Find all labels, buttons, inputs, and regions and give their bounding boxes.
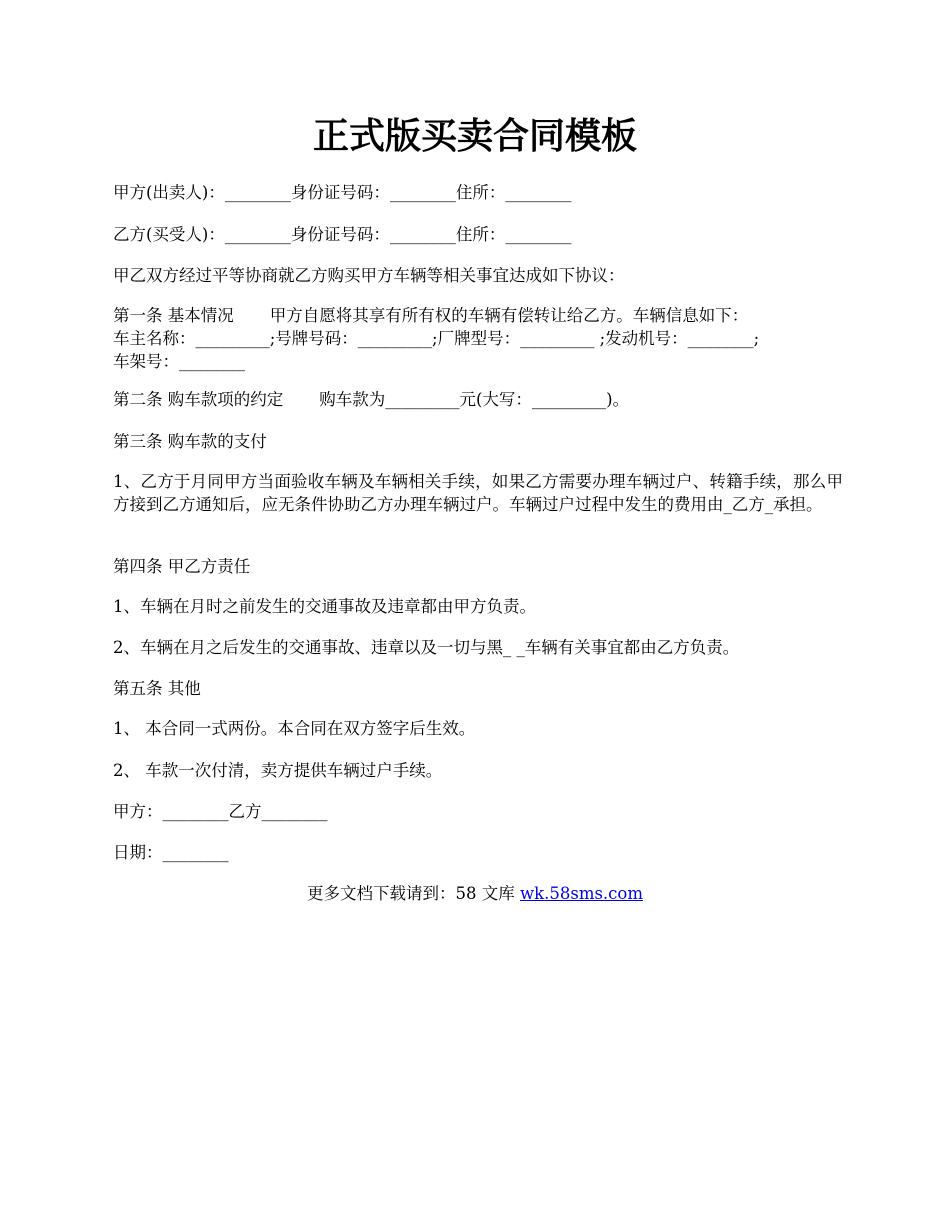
article-4-clause-2: 2、车辆在月之后发生的交通事故、违章以及一切与黑_ _车辆有关事宜都由乙方负责。 [113, 638, 740, 657]
article-5-heading: 第五条 其他 [113, 679, 201, 698]
article-2-text: 购车款为_________元(大写：_________)。 [319, 390, 630, 409]
article-2 [113, 388, 843, 411]
article-4-heading: 第四条 甲乙方责任 [113, 557, 251, 576]
party-b-line: 乙方(买受人)：________身份证号码：________住所：________ [113, 225, 572, 244]
article-3-clause-1: 1、乙方于月同甲方当面验收车辆及车辆相关手续，如果乙方需要办理车辆过户、转籍手续，那么甲方接到乙方通知后，应无条件协助乙方办理车辆过户。车辆过户过程中发生的费用由_乙方_承担。 [113, 472, 843, 514]
footer-prefix: 更多文档下载请到：58 文库 [306, 884, 520, 903]
date-line: 日期：________ [113, 843, 229, 862]
article-5-clause-1: 1、 本合同一式两份。本合同在双方签字后生效。 [113, 719, 476, 738]
footer [0, 882, 950, 905]
signature-line: 甲方：________乙方________ [113, 802, 328, 821]
party-a-line: 甲方(出卖人)：________身份证号码：________住所：________ [113, 183, 572, 202]
intro-paragraph: 甲乙双方经过平等协商就乙方购买甲方车辆等相关事宜达成如下协议： [113, 266, 625, 285]
article-1 [113, 304, 843, 373]
article-1-heading: 第一条 基本情况 [113, 306, 234, 325]
document-title: 正式版买卖合同模板 [312, 115, 637, 157]
article-3-heading: 第三条 购车款的支付 [113, 432, 267, 451]
article-1-first-line [113, 304, 843, 327]
article-1-intro: 甲方自愿将其享有所有权的车辆有偿转让给乙方。车辆信息如下： [269, 306, 749, 325]
footer-link[interactable]: wk.58sms.com [519, 884, 643, 903]
article-1-vehicle-info: 车主名称：_________;号牌号码：_________;厂牌型号：_________ ;发动机号：________; [113, 329, 760, 348]
article-2-heading: 第二条 购车款项的约定 [113, 390, 284, 409]
article-1-vin: 车架号：________ [113, 352, 245, 371]
article-5-clause-2: 2、 车款一次付清，卖方提供车辆过户手续。 [113, 761, 443, 780]
article-4-clause-1: 1、车辆在月时之前发生的交通事故及违章都由甲方负责。 [113, 597, 536, 616]
